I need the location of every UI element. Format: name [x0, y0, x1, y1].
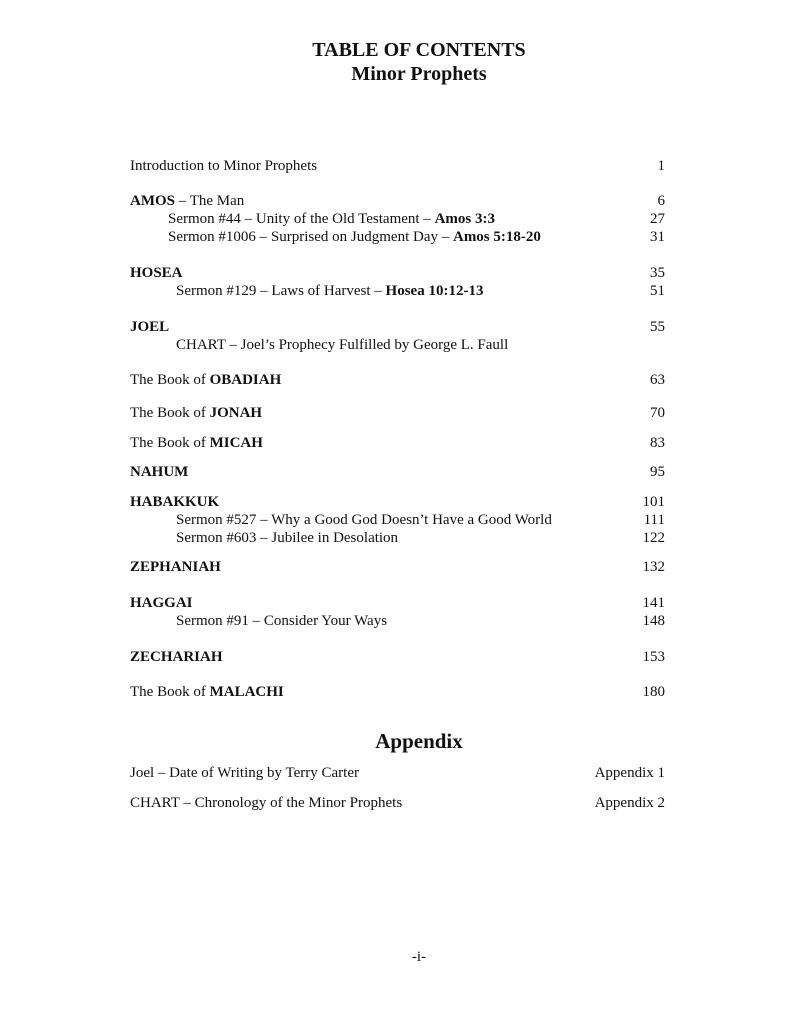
toc-entry-habakkuk-sermon-603: Sermon #603 – Jubilee in Desolation: [176, 530, 399, 546]
toc-entry-haggai: [130, 594, 193, 612]
toc-entry-haggai-sermon-91: Sermon #91 – Consider Your Ways: [176, 613, 388, 629]
toc-entry-joel-bold: JOEL: [130, 319, 170, 335]
toc-page-intro: 1: [657, 158, 665, 174]
toc-page-amos-sermon-1006: 31: [650, 229, 665, 245]
toc-page-jonah: 70: [650, 405, 665, 421]
book-prefix: The Book of: [130, 435, 210, 451]
toc-page-habakkuk-sermon-527: 111: [643, 512, 665, 528]
page-number-footer: -i-: [411, 949, 427, 965]
book-prefix: The Book of: [130, 405, 210, 421]
book-name: MALACHI: [209, 684, 284, 700]
toc-entry-micah: [130, 434, 263, 452]
book-name: HABAKKUK: [130, 494, 220, 510]
appendix-page-2: Appendix 2: [594, 795, 665, 811]
toc-page-amos: 6: [657, 193, 665, 209]
appendix-page-1: Appendix 1: [594, 765, 665, 781]
book-name: ZEPHANIAH: [130, 559, 221, 575]
toc-page-nahum: 95: [650, 464, 665, 480]
toc-entry-zephaniah: [130, 558, 221, 576]
scripture-ref: Hosea 10:12-13: [385, 283, 484, 299]
toc-entry-intro: Introduction to Minor Prophets: [130, 158, 318, 174]
toc-entry-amos-sermon-44: [168, 210, 495, 228]
toc-page-habakkuk: 101: [642, 494, 665, 510]
book-prefix: The Book of: [130, 684, 210, 700]
toc-page-amos-sermon-44: 27: [650, 211, 665, 227]
scripture-ref: Amos 5:18-20: [452, 229, 541, 245]
toc-entry-jonah: [130, 404, 262, 422]
toc-entry-habakkuk-sermon-527: Sermon #527 – Why a Good God Doesn’t Have a Good World: [176, 512, 552, 528]
toc-page-zechariah: 153: [642, 649, 665, 665]
toc-entry-zechariah: [130, 648, 223, 666]
toc-entry-obadiah: [130, 371, 281, 389]
toc-page-obadiah: 63: [650, 372, 665, 388]
toc-entry-malachi: [130, 683, 284, 701]
book-name: NAHUM: [130, 464, 189, 480]
toc-entry-amos-sermon-1006: [168, 228, 541, 246]
book-prefix: The Book of: [130, 372, 210, 388]
toc-entry-hosea: [130, 264, 183, 282]
toc-entry-amos: [130, 192, 244, 210]
toc-entry-habakkuk: [130, 493, 219, 511]
toc-page-micah: 83: [650, 435, 665, 451]
appendix-heading: Appendix: [375, 729, 463, 753]
book-name: JONAH: [209, 405, 263, 421]
toc-entry-amos-rest: – The Man: [175, 193, 245, 209]
toc-entry-hosea-bold: HOSEA: [130, 265, 183, 281]
toc-page-haggai-sermon-91: 148: [642, 613, 665, 629]
appendix-entry-1: Joel – Date of Writing by Terry Carter: [130, 765, 359, 781]
sermon-title: Sermon #1006 – Surprised on Judgment Day –: [168, 229, 453, 245]
sermon-title: Sermon #129 – Laws of Harvest –: [176, 283, 386, 299]
book-name: OBADIAH: [209, 372, 282, 388]
appendix-entry-2: CHART – Chronology of the Minor Prophets: [130, 795, 403, 811]
book-name: ZECHARIAH: [130, 649, 223, 665]
toc-page-haggai: 141: [642, 595, 665, 611]
toc-entry-amos-bold: AMOS: [130, 193, 175, 209]
toc-entry-joel-chart: CHART – Joel’s Prophecy Fulfilled by George L. Faull: [176, 337, 509, 353]
toc-entry-hosea-sermon-129: [176, 282, 483, 300]
page-subtitle: Minor Prophets: [351, 63, 487, 85]
toc-page-habakkuk-sermon-603: 122: [642, 530, 665, 546]
toc-page-hosea-sermon-129: 51: [650, 283, 665, 299]
page-title: TABLE OF CONTENTS: [312, 39, 526, 61]
toc-entry-joel: [130, 318, 169, 336]
toc-entry-nahum: [130, 463, 188, 481]
book-name: MICAH: [209, 435, 263, 451]
toc-page-malachi: 180: [642, 684, 665, 700]
sermon-title: Sermon #44 – Unity of the Old Testament –: [168, 211, 435, 227]
book-name: HAGGAI: [130, 595, 193, 611]
scripture-ref: Amos 3:3: [434, 211, 495, 227]
toc-page-hosea: 35: [650, 265, 665, 281]
toc-page-joel: 55: [650, 319, 665, 335]
toc-page-zephaniah: 132: [642, 559, 665, 575]
